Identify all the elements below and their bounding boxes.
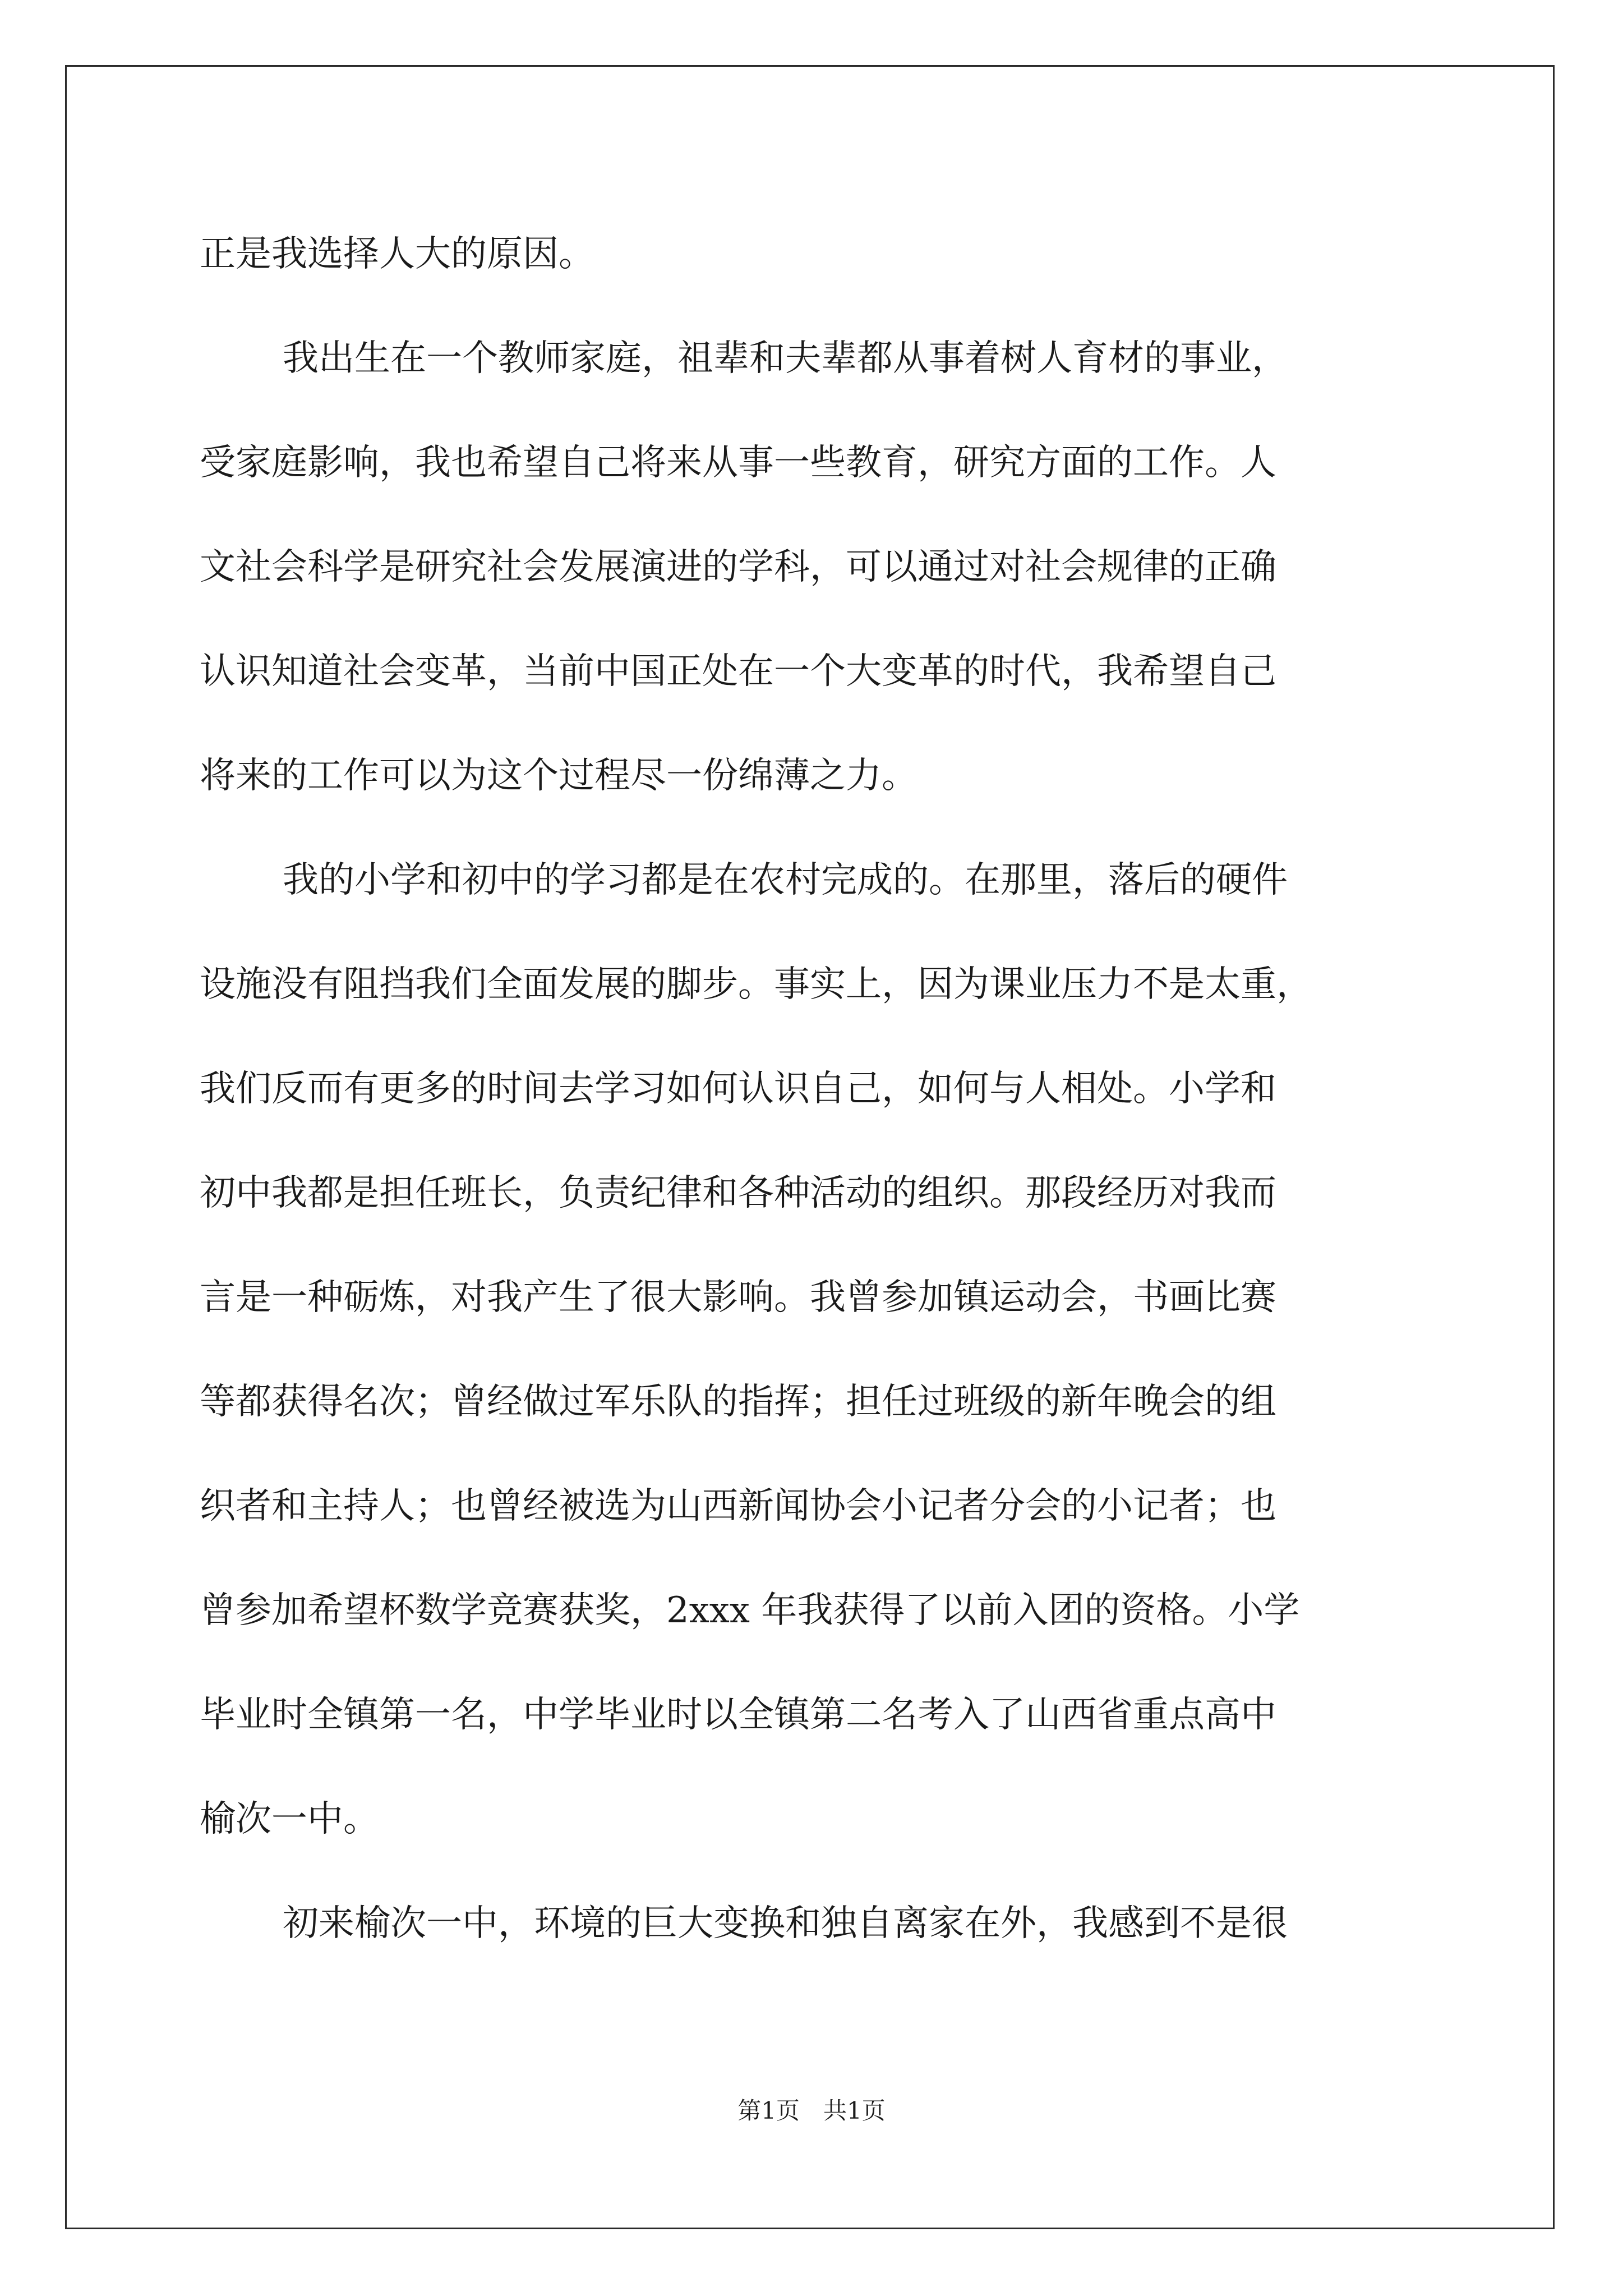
text-line: 认识知道社会变革，当前中国正处在一个大变革的时代，我希望自己 [200, 651, 1276, 692]
paragraph-start-line: 我出生在一个教师家庭，祖辈和夫辈都从事着树人育材的事业， [283, 338, 1288, 379]
text-line: 榆次一中。 [200, 1798, 379, 1840]
text-line: 曾参加希望杯数学竞赛获奖，2xxx 年我获得了以前入团的资格。小学 [200, 1590, 1300, 1631]
text-line: 我们反而有更多的时间去学习如何认识自己，如何与人相处。小学和 [200, 1068, 1276, 1110]
document-body [200, 202, 1428, 1976]
text-line: 言是一种砺炼，对我产生了很大影响。我曾参加镇运动会，书画比赛 [200, 1277, 1276, 1318]
paragraph-start-line: 初来榆次一中，环境的巨大变换和独自离家在外，我感到不是很 [283, 1903, 1288, 1944]
text-line: 织者和主持人；也曾经被选为山西新闻协会小记者分会的小记者；也 [200, 1485, 1276, 1527]
page-number-footer: 第1页 共1页 [737, 2097, 886, 2124]
text-line: 受家庭影响，我也希望自己将来从事一些教育，研究方面的工作。人 [200, 442, 1276, 484]
text-line: 将来的工作可以为这个过程尽一份绵薄之力。 [200, 755, 917, 797]
paragraph-start-line: 我的小学和初中的学习都是在农村完成的。在那里，落后的硬件 [283, 859, 1288, 901]
text-line: 毕业时全镇第一名，中学毕业时以全镇第二名考入了山西省重点高中 [200, 1694, 1276, 1736]
text-line: 文社会科学是研究社会发展演进的学科，可以通过对社会规律的正确 [200, 546, 1276, 588]
text-line: 正是我选择人大的原因。 [200, 233, 594, 275]
text-line: 等都获得名次；曾经做过军乐队的指挥；担任过班级的新年晚会的组 [200, 1381, 1276, 1423]
text-line: 设施没有阻挡我们全面发展的脚步。事实上，因为课业压力不是太重， [200, 964, 1312, 1005]
text-line: 初中我都是担任班长，负责纪律和各种活动的组织。那段经历对我而 [200, 1172, 1276, 1214]
